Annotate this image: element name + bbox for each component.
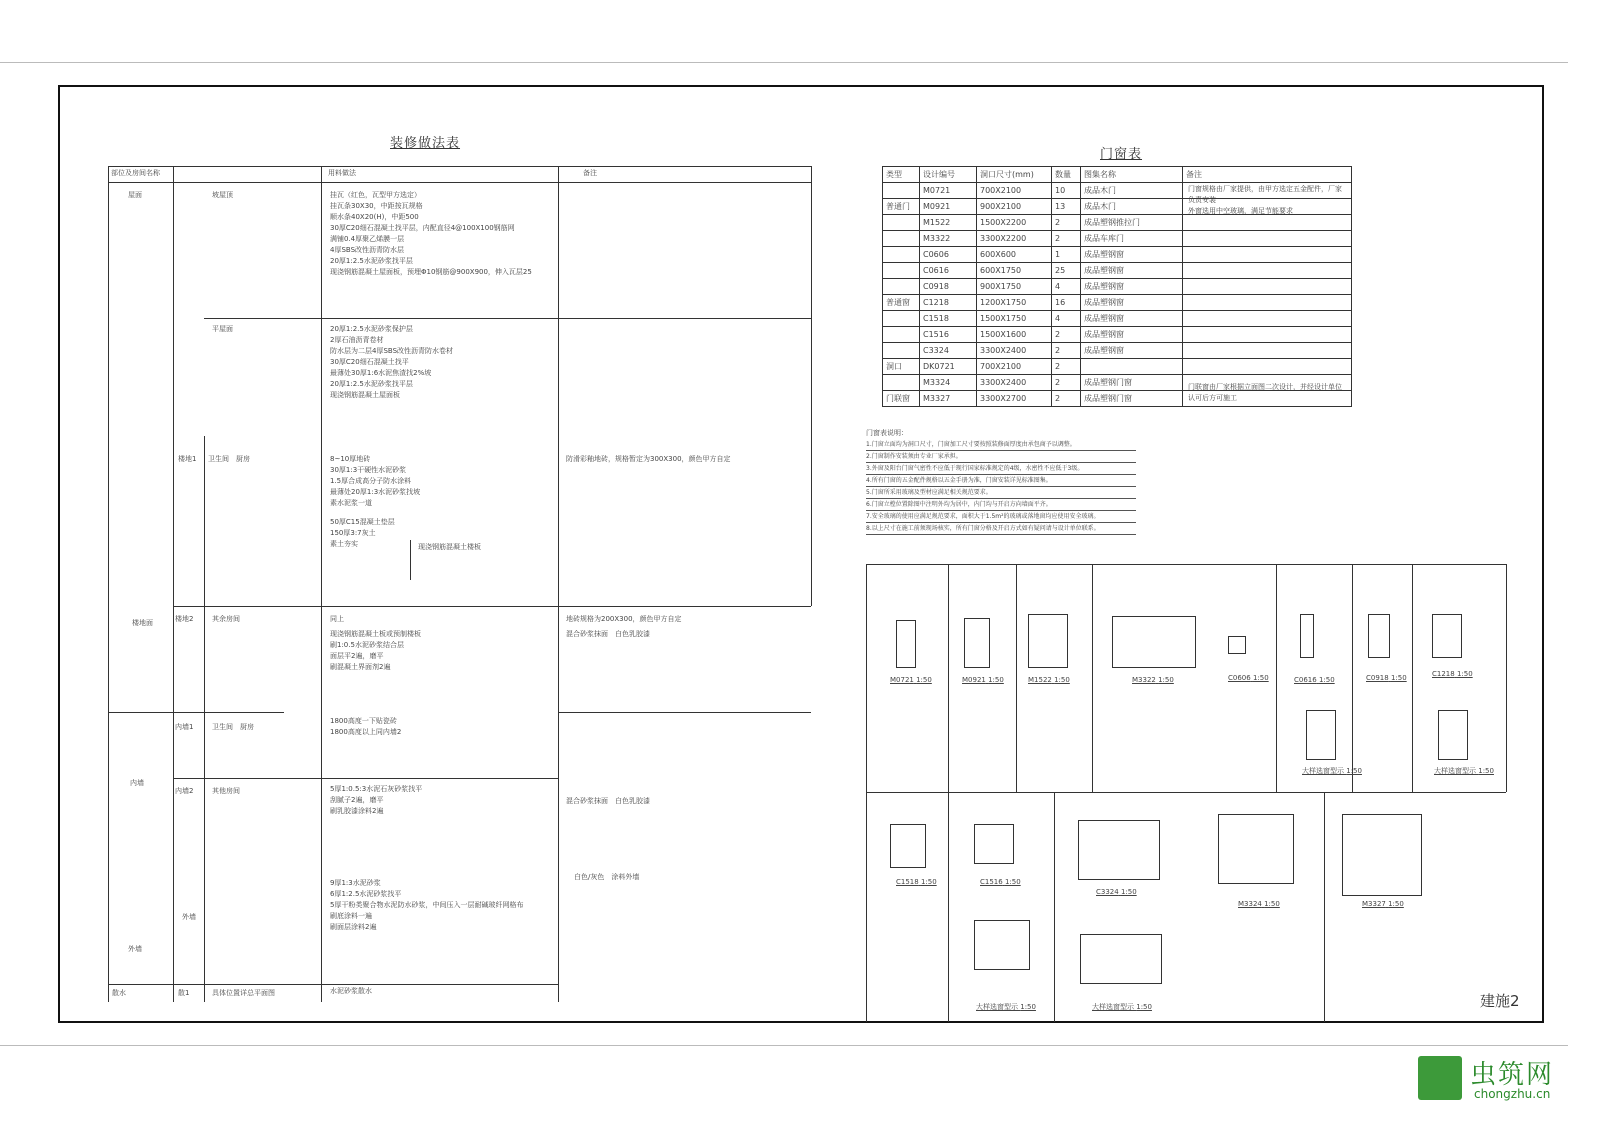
elev-c1516 (974, 824, 1014, 864)
door-cell-code: M0721 (920, 183, 977, 199)
door-cell-code: C0606 (920, 247, 977, 263)
door-cell-atlas: 成品塑钢窗 (1081, 295, 1183, 311)
drain-code: 散1 (178, 989, 190, 997)
door-cell-qty: 2 (1052, 343, 1081, 359)
door-cell-remark (1183, 359, 1352, 375)
ext-label: 外墙 (128, 945, 142, 953)
detail-d (1080, 934, 1162, 984)
door-cell-qty: 2 (1052, 327, 1081, 343)
door-cell-atlas: 成品塑钢门窗 (1081, 391, 1183, 407)
door-cell-remark (1183, 247, 1352, 263)
door-cell-size: 3300X2400 (977, 375, 1052, 391)
door-cell-size: 600X1750 (977, 263, 1052, 279)
door-cell-size: 900X1750 (977, 279, 1052, 295)
roof-a-spec: 挂瓦（红色，瓦型甲方选定） 挂瓦条30X30，中距按瓦规格 顺水条40X20(H)，中距500 30厚C20细石混凝土找平层，内配直径4@100X100钢筋网 满铺0.4厚聚乙烯膜一层 4厚SBS改性沥青防水层 20厚1:2.5水泥砂浆找平层 现浇钢筋混凝土屋面板，预埋Φ10钢筋@900X900，伸入瓦层25 (330, 191, 532, 276)
door-cell-type (883, 343, 920, 359)
header-remark: 备注 (583, 169, 597, 177)
door-cell-code: M3324 (920, 375, 977, 391)
elev-c0606-label: C0606 1:50 (1228, 674, 1269, 682)
door-table-header (883, 167, 1352, 183)
header-part: 部位及房间名称 (111, 169, 160, 177)
door-row (883, 311, 1352, 327)
brand-name: 虫筑网 (1470, 1060, 1555, 1090)
elev-m3324-label: M3324 1:50 (1238, 900, 1280, 908)
note-line: 1.门窗立面均为洞口尺寸，门窗加工尺寸要按照装修面厚度由承包商予以调整。 (866, 439, 1136, 451)
door-cell-qty: 16 (1052, 295, 1081, 311)
door-cell-size: 3300X2200 (977, 231, 1052, 247)
door-cell-size: 700X2100 (977, 359, 1052, 375)
roof-b-name: 平屋面 (212, 325, 233, 333)
door-cell-size: 600X600 (977, 247, 1052, 263)
elev-c0606 (1228, 636, 1246, 654)
th-remark: 备注 (1183, 167, 1352, 183)
door-cell-size: 3300X2400 (977, 343, 1052, 359)
door-cell-atlas: 成品塑钢窗 (1081, 279, 1183, 295)
floor1-bracket-note: 现浇钢筋混凝土楼板 (418, 543, 481, 551)
header-spec: 用料做法 (328, 169, 356, 177)
roof-a-name: 坡屋顶 (212, 191, 233, 199)
door-remark-a: 门窗规格由厂家提供，由甲方选定五金配件，厂家负责安装 (1188, 185, 1342, 204)
door-cell-type: 普通窗 (883, 295, 920, 311)
door-cell-qty: 1 (1052, 247, 1081, 263)
door-cell-qty: 2 (1052, 375, 1081, 391)
elev-c3324-label: C3324 1:50 (1096, 888, 1137, 896)
door-cell-atlas (1081, 359, 1183, 375)
door-cell-code: C1518 (920, 311, 977, 327)
door-cell-qty: 2 (1052, 231, 1081, 247)
notes-title: 门窗表说明： (866, 429, 908, 437)
door-cell-size: 1200X1750 (977, 295, 1052, 311)
th-atlas: 图集名称 (1081, 167, 1183, 183)
detail-a-label: 大样选窗型示 1:50 (1302, 767, 1362, 775)
door-cell-size: 1500X1750 (977, 311, 1052, 327)
elev-c0616 (1300, 614, 1314, 658)
elev-m0921-label: M0921 1:50 (962, 676, 1004, 684)
elev-c1518-label: C1518 1:50 (896, 878, 937, 886)
door-cell-qty: 13 (1052, 199, 1081, 215)
th-type: 类型 (883, 167, 920, 183)
door-row (883, 327, 1352, 343)
floor2-spec: 同上 现浇钢筋混凝土板或预制楼板 刷1:0.5水泥砂浆结合层 面层平2遍，磨平 刷混凝土界面剂2遍 (330, 615, 421, 671)
elev-m3322 (1112, 616, 1196, 668)
detail-a (1306, 710, 1336, 760)
note-line: 6.门窗立樘位置除图中注明外均为居中，内门均与开启方向墙面平齐。 (866, 499, 1136, 511)
door-cell-type: 洞口 (883, 359, 920, 375)
door-cell-atlas: 成品塑钢窗 (1081, 311, 1183, 327)
door-cell-atlas: 成品车库门 (1081, 231, 1183, 247)
elev-m1522-label: M1522 1:50 (1028, 676, 1070, 684)
finish-table-title: 装修做法表 (390, 136, 461, 151)
finish-table (108, 166, 811, 1002)
floor2-code: 楼地2 (175, 615, 194, 623)
door-cell-code: C3324 (920, 343, 977, 359)
wall2-code: 内墙2 (175, 787, 194, 795)
door-cell-atlas: 成品塑钢窗 (1081, 247, 1183, 263)
door-cell-size: 1500X1600 (977, 327, 1052, 343)
detail-c-label: 大样选窗型示 1:50 (976, 1003, 1036, 1011)
note-line: 4.所有门窗的五金配件规格以五金手册为准，门窗安装详见标准图集。 (866, 475, 1136, 487)
door-remark-b: 外窗选用中空玻璃，满足节能要求 (1188, 207, 1293, 215)
elev-m3327-label: M3327 1:50 (1362, 900, 1404, 908)
wall2-remark: 混合砂浆抹面 白色乳胶漆 (566, 797, 650, 805)
roof-b-spec: 20厚1:2.5水泥砂浆保护层 2厚石油沥青卷材 防水层为二层4厚SBS改性沥青防水卷材 30厚C20细石混凝土找平 最薄处30厚1:6水泥焦渣找2%坡 20厚1:2.5水泥砂浆找平层 现浇钢筋混凝土屋面板 (330, 325, 454, 399)
door-cell-type (883, 263, 920, 279)
door-row (883, 295, 1352, 311)
th-qty: 数量 (1052, 167, 1081, 183)
elev-m3327 (1342, 814, 1422, 896)
floor1-spec: 8~10厚地砖 30厚1:3干硬性水泥砂浆 1.5厚合成高分子防水涂料 最薄处20厚1:3水泥砂浆找坡 素水泥浆一道 50厚C15混凝土垫层 150厚3:7灰土 素土夯实 (330, 455, 421, 548)
elev-c0918 (1368, 614, 1390, 658)
door-cell-type (883, 231, 920, 247)
elev-m0921 (964, 618, 990, 668)
drain-spec: 水泥砂浆散水 (330, 987, 372, 995)
elev-m3324 (1218, 814, 1294, 884)
ext-code: 外墙 (182, 913, 196, 921)
door-cell-qty: 4 (1052, 311, 1081, 327)
door-cell-size: 700X2100 (977, 183, 1052, 199)
elev-m0721 (896, 620, 916, 668)
door-cell-atlas: 成品木门 (1081, 183, 1183, 199)
brand-url: chongzhu.cn (1474, 1087, 1551, 1101)
note-line: 5.门窗所采用玻璃及型材应满足相关规范要求。 (866, 487, 1136, 499)
door-cell-code: C1218 (920, 295, 977, 311)
door-cell-atlas: 成品塑钢窗 (1081, 343, 1183, 359)
floor1-remark: 防滑彩釉地砖，规格暂定为300X300，颜色甲方自定 (566, 455, 731, 463)
door-cell-code: M0921 (920, 199, 977, 215)
elev-m3322-label: M3322 1:50 (1132, 676, 1174, 684)
wall-label: 内墙 (130, 779, 144, 787)
elev-c1218 (1432, 614, 1462, 658)
elev-m0721-label: M0721 1:50 (890, 676, 932, 684)
elev-m1522 (1028, 614, 1068, 668)
note-line: 3.外窗及阳台门窗气密性不应低于现行国家标准规定的4级，水密性不应低于3级。 (866, 463, 1136, 475)
door-cell-atlas: 成品塑钢窗 (1081, 327, 1183, 343)
door-cell-type (883, 183, 920, 199)
door-cell-code: C1516 (920, 327, 977, 343)
door-cell-size: 3300X2700 (977, 391, 1052, 407)
door-row (883, 247, 1352, 263)
drain-room: 具体位置详总平面图 (212, 989, 275, 997)
door-cell-qty: 25 (1052, 263, 1081, 279)
door-remark-c: 门联窗由厂家根据立面图二次设计，并经设计单位认可后方可施工 (1188, 383, 1342, 402)
note-line: 2.门窗制作安装须由专业厂家承担。 (866, 451, 1136, 463)
wall2-spec: 5厚1:0.5:3水泥石灰砂浆找平 刮腻子2遍，磨平 刷乳胶漆涂料2遍 (330, 785, 423, 815)
th-code: 设计编号 (920, 167, 977, 183)
door-cell-code: M3322 (920, 231, 977, 247)
drain-label: 散水 (112, 989, 126, 997)
door-row (883, 231, 1352, 247)
elev-c1218-label: C1218 1:50 (1432, 670, 1473, 678)
door-row (883, 343, 1352, 359)
floor2-remark: 地砖规格为200X300，颜色甲方自定 混合砂浆抹面 白色乳胶漆 (566, 615, 682, 638)
door-cell-remark (1183, 295, 1352, 311)
floor2-room: 其余房间 (212, 615, 240, 623)
wall2-room: 其他房间 (212, 787, 240, 795)
floor-label: 楼地面 (132, 619, 153, 627)
door-cell-qty: 4 (1052, 279, 1081, 295)
door-cell-code: C0616 (920, 263, 977, 279)
note-line: 8.以上尺寸在施工前须现场核实，所有门窗分格及开启方式如有疑问请与设计单位联系。 (866, 523, 1136, 535)
door-cell-type (883, 327, 920, 343)
door-cell-atlas: 成品木门 (1081, 199, 1183, 215)
detail-c (974, 920, 1030, 970)
door-row (883, 359, 1352, 375)
door-cell-atlas: 成品塑钢门窗 (1081, 375, 1183, 391)
door-cell-qty: 2 (1052, 391, 1081, 407)
elevations-panel (866, 564, 1506, 1022)
floor1-room: 卫生间 厨房 (208, 455, 250, 463)
door-cell-atlas: 成品塑钢推拉门 (1081, 215, 1183, 231)
door-cell-qty: 10 (1052, 183, 1081, 199)
elev-c1516-label: C1516 1:50 (980, 878, 1021, 886)
detail-b (1438, 710, 1468, 760)
wall1-spec: 1800高度一下贴瓷砖 1800高度以上同内墙2 (330, 717, 402, 736)
elev-c1518 (890, 824, 926, 868)
ext-spec: 9厚1:3水泥砂浆 6厚1:2.5水泥砂浆找平 5厚干粉类聚合物水泥防水砂浆，中间压入一层耐碱玻纤网格布 刷底涂料一遍 刷面层涂料2遍 (330, 879, 524, 931)
door-cell-size: 1500X2200 (977, 215, 1052, 231)
door-cell-remark (1183, 231, 1352, 247)
door-cell-type (883, 247, 920, 263)
door-cell-type (883, 311, 920, 327)
door-cell-code: M3327 (920, 391, 977, 407)
wall1-room: 卫生间 厨房 (212, 723, 254, 731)
elev-c3324 (1078, 820, 1160, 880)
door-cell-code: M1522 (920, 215, 977, 231)
brand-logo-icon (1418, 1056, 1462, 1100)
door-cell-type (883, 279, 920, 295)
door-cell-type: 普通门 (883, 199, 920, 215)
door-table-title: 门窗表 (1100, 147, 1143, 162)
door-cell-remark (1183, 327, 1352, 343)
door-cell-type (883, 215, 920, 231)
door-row (883, 263, 1352, 279)
door-cell-size: 900X2100 (977, 199, 1052, 215)
roof-label: 屋面 (128, 191, 142, 199)
floor1-code: 楼地1 (178, 455, 197, 463)
elev-c0918-label: C0918 1:50 (1366, 674, 1407, 682)
door-cell-remark (1183, 311, 1352, 327)
ext-remark: 白色/灰色 涂料外墙 (574, 873, 640, 881)
door-cell-type (883, 375, 920, 391)
detail-d-label: 大样选窗型示 1:50 (1092, 1003, 1152, 1011)
door-row (883, 279, 1352, 295)
door-cell-remark (1183, 343, 1352, 359)
door-cell-remark (1183, 263, 1352, 279)
door-cell-qty: 2 (1052, 359, 1081, 375)
note-line: 7.安全玻璃的使用应满足规范要求，面积大于1.5m²的玻璃或落地窗均应使用安全玻璃。 (866, 511, 1136, 523)
elev-c0616-label: C0616 1:50 (1294, 676, 1335, 684)
door-cell-remark (1183, 279, 1352, 295)
detail-b-label: 大样选窗型示 1:50 (1434, 767, 1494, 775)
door-cell-type: 门联窗 (883, 391, 920, 407)
th-size: 洞口尺寸(mm) (977, 167, 1052, 183)
wall1-code: 内墙1 (175, 723, 194, 731)
door-cell-qty: 2 (1052, 215, 1081, 231)
door-cell-code: DK0721 (920, 359, 977, 375)
door-cell-code: C0918 (920, 279, 977, 295)
door-notes (866, 428, 1136, 535)
door-cell-atlas: 成品塑钢窗 (1081, 263, 1183, 279)
sheet-number: 建施2 (1480, 992, 1520, 1010)
